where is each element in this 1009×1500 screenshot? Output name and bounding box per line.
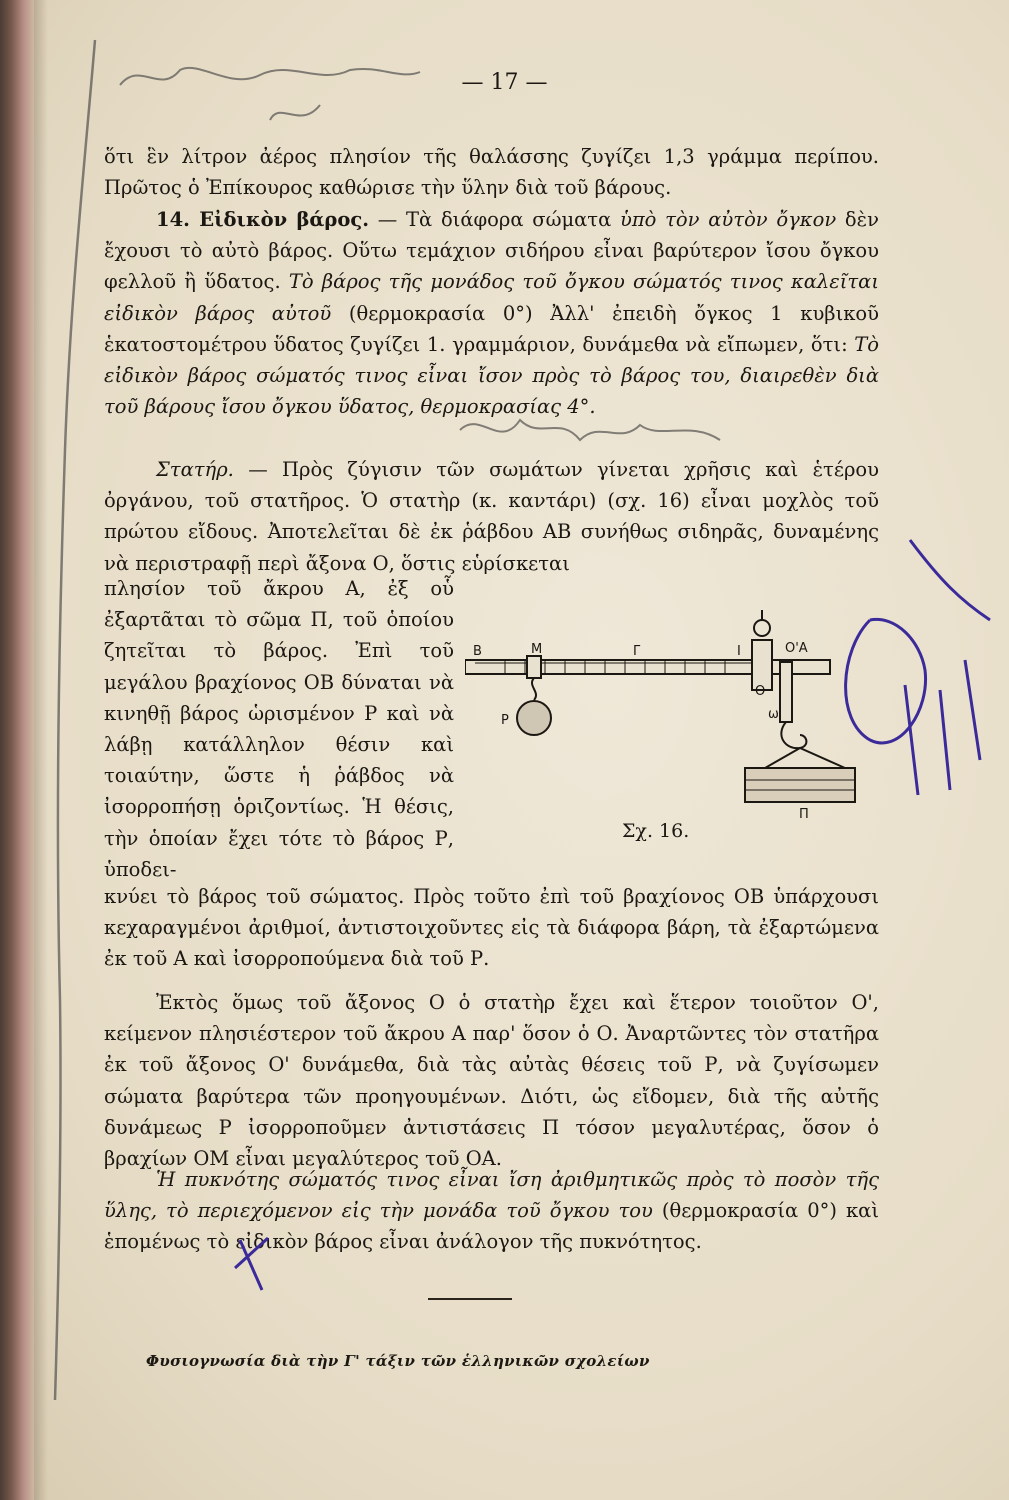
label-p: Ρ <box>501 713 509 728</box>
paragraph-stater-wrap: πλησίον τοῦ ἄκρου Α, ἐξ οὗ ἐξαρτᾶται τὸ σῶμα Π, τοῦ ὁποίου ζητεῖται τὸ βάρος. Ἐπὶ τοῦ μεγάλου βραχίονος ΟΒ δύναται νὰ κινηθῇ βάρος ὡρισμένον Ρ καὶ νὰ λάβῃ κατάλληλον θέσιν καὶ τοιαύτην, ὥστε ἡ ῥάβδος νὰ ἰσορροπήσῃ ὁριζοντίως. Ἡ θέσις, τὴν ὁποίαν ἔχει τότε τὸ βάρος Ρ, ὑποδει- <box>104 577 454 881</box>
label-g: Γ <box>633 644 641 659</box>
pencil-margin-line <box>55 40 95 1400</box>
pencil-top-scrawl <box>120 68 420 85</box>
paragraph-air-weight: ὅτι ἓν λίτρον ἀέρος πλησίον τῆς θαλάσσης ζυγίζει 1,3 γράμμα περίπου. Πρῶτος ὁ Ἐπίκουρος καθώρισε τὴν ὕλην διὰ τοῦ βάρους. <box>104 145 879 200</box>
label-omega: ω <box>768 707 779 722</box>
section-heading: 14. Εἰδικὸν βάρος. <box>156 208 370 231</box>
label-o: Ο <box>755 684 766 699</box>
pencil-year-scrawl <box>270 105 320 120</box>
pencil-notes <box>55 40 720 1400</box>
page-number: — 17 — <box>461 70 548 95</box>
paragraph-stater-end: κνύει τὸ βάρος τοῦ σώματος. Πρὸς τοῦτο ἐπὶ τοῦ βραχίονος ΟΒ ὑπάρχουσι κεχαραγμένοι ἀριθμοί, ἀντιστοιχοῦντες εἰς τὰ διάφορα βάρη, τὰ ἐξαρτώμενα ἐκ τοῦ Α καὶ ἰσορροπούμενα διὰ τοῦ Ρ. <box>104 885 879 971</box>
ink-loop <box>846 619 926 743</box>
label-oa: Ο'Α <box>785 641 808 656</box>
label-m: Μ <box>531 642 543 657</box>
label-b: Β <box>473 644 482 659</box>
figure-caption: Σχ. 16. <box>622 820 690 842</box>
label-pi: Π <box>799 807 809 822</box>
paragraph-stater: Στατήρ. — Πρὸς ζύγισιν τῶν σωμάτων γίνεται χρῆσις καὶ ἑτέρου ὀργάνου, τοῦ στατῆρος. Ὁ στατὴρ (κ. καντάρι) (σχ. 16) εἶναι μοχλὸς τοῦ πρώτου εἴδους. Ἀποτελεῖται δὲ ἐκ ῥάβδου ΑΒ συνήθως σιδηρᾶς, δυναμένης νὰ περιστραφῇ περὶ ἄξονα Ο, ὅστις εὑρίσκεται <box>104 458 879 575</box>
ink-cross-mark <box>235 1238 268 1290</box>
paragraph-specific-weight: 14. Εἰδικὸν βάρος. — Τὰ διάφορα σώματα ὑπὸ τὸν αὐτὸν ὄγκον δὲν ἔχουσι τὸ αὐτὸ βάρος. Οὕτω τεμάχιον σιδήρου εἶναι βαρύτερον ἴσου ὄγκου φελλοῦ ἢ ὕδατος. Τὸ βάρος τῆς μονάδος τοῦ ὄγκου σώματός τινος καλεῖται εἰδικὸν βάρος αὐτοῦ (θερμοκρασία 0°) Ἀλλ' ἐπειδὴ ὄγκος 1 κυβικοῦ ἑκατοστομέτρου ὕδατος ζυγίζει 1. γραμμάριον, δυνάμεθα νὰ εἴπωμεν, ὅτι: Τὸ εἰδικὸν βάρος σώματός τινος εἶναι ἴσον πρὸς τὸ βάρος του, διαιρεθὲν διὰ τοῦ βάρους ἴσου ὄγκου ὕδατος, θερμοκρασίας 4°. <box>104 208 880 419</box>
subheading-stater: Στατήρ. <box>156 458 234 481</box>
ink-signature <box>910 540 990 620</box>
pencil-scribble <box>460 420 720 440</box>
paragraph-second-axis: Ἐκτὸς ὅμως τοῦ ἄξονος Ο ὁ στατὴρ ἔχει καὶ ἕτερον τοιοῦτον Ο', κείμενον πλησιέστερον τοῦ ἄκρου Α παρ' ὅσον ὁ Ο. Ἀναρτῶντες τὸν στατῆρα ἐκ τοῦ ἄξονος Ο' δυνάμεθα, διὰ τὰς αὐτὰς θέσεις τοῦ Ρ, νὰ ζυγίσωμεν σώματα βαρύτερα τῶν προηγουμένων. Διότι, ὡς εἴδομεν, διὰ τῆς αὐτῆς δυνάμεως Ρ ἰσορροποῦμεν ἀντιστάσεις Π τόσον μεγαλυτέρας, ὅσον ὁ βραχίων ΟΜ εἶναι μεγαλύτερος τοῦ ΟΑ. <box>104 991 879 1171</box>
ink-strokes <box>905 660 980 795</box>
ink-stamp <box>235 540 990 1290</box>
paragraph-density: Ἡ πυκνότης σώματός τινος εἶναι ἴση ἀριθμητικῶς πρὸς τὸ ποσὸν τῆς ὕλης, τὸ περιεχόμενον εἰς τὴν μονάδα τοῦ ὄγκου του (θερμοκρασία 0°) καὶ ἑπομένως τὸ εἰδικὸν βάρος εἶναι ἀνάλογον τῆς πυκνότητος. <box>104 1168 879 1254</box>
label-i: Ι <box>737 644 741 659</box>
book-footer: Φυσιογνωσία διὰ τὴν Γ' τάξιν τῶν ἑλληνικῶν σχολείων <box>146 1352 650 1370</box>
